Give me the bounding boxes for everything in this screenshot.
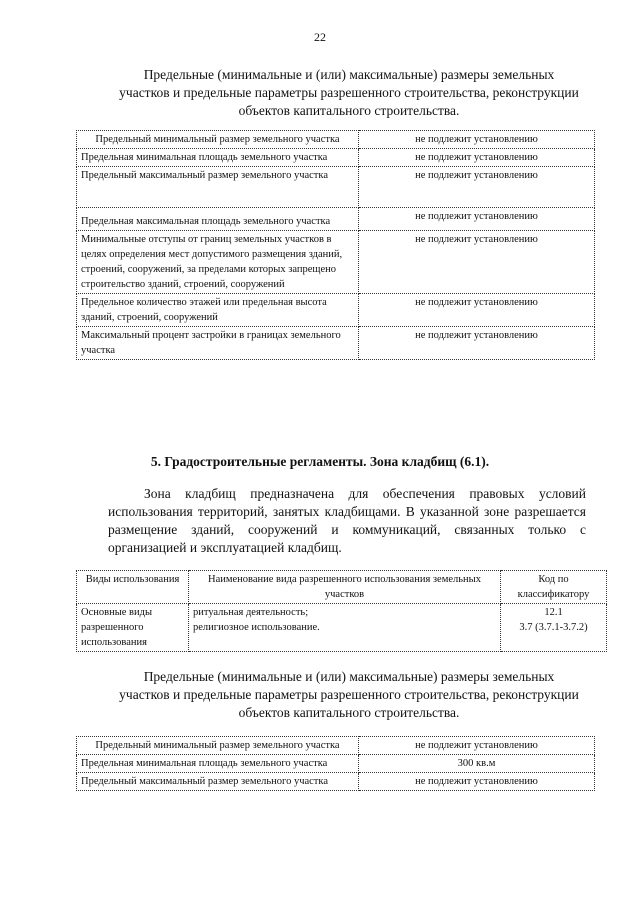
use-code: 12.1 [544,607,563,618]
heading-line: объектов капитального строительства. [238,103,460,118]
column-header: Наименование вида разрешенного использования земельных участков [189,571,501,604]
column-header: Код по классификатору [501,571,607,604]
table-row [77,773,595,791]
table-row [77,231,595,294]
param-value: не подлежит установлению [359,231,595,294]
use-names [189,604,501,652]
param-value: не подлежит установлению [359,208,595,231]
heading-line: участков и предельные параметры разрешенного строительства, реконструкции [119,85,579,100]
heading-line: Предельные (минимальные и (или) максимальные) размеры земельных [143,67,555,82]
param-name: Максимальный процент застройки в границах земельного участка [77,327,359,360]
param-name: Предельная минимальная площадь земельного участка [77,755,359,773]
param-name: Предельный минимальный размер земельного участка [77,131,359,149]
param-value: не подлежит установлению [359,294,595,327]
param-value: не подлежит установлению [359,131,595,149]
param-value: не подлежит установлению [359,149,595,167]
table-row [77,327,595,360]
zone-description: Зона кладбищ предназначена для обеспечения правовых условий использования территорий, занятых кладбищами. В указанной зоне разрешается размещение зданий, сооружений и коммуникаций, связанных только с организацией и эксплуатацией кладбищ. [108,486,586,555]
use-name: религиозное использование. [193,622,320,633]
use-name: ритуальная деятельность; [193,607,309,618]
table-row [77,149,595,167]
table-header-row [77,571,607,604]
column-header: Виды использования [77,571,189,604]
table-row [77,131,595,149]
param-name: Предельная максимальная площадь земельного участка [77,208,359,231]
heading-line: Предельные (минимальные и (или) максимальные) размеры земельных [143,669,555,684]
param-name: Минимальные отступы от границ земельных участков в целях определения мест допустимого размещения зданий, строений, сооружений, за пределами которых запрещено строительство зданий, строений, сооружений [77,231,359,294]
table-row [77,294,595,327]
param-value: не подлежит установлению [359,167,595,208]
table-row [77,208,595,231]
param-name: Предельный максимальный размер земельного участка [77,773,359,791]
param-name: Предельное количество этажей или предельная высота зданий, строений, сооружений [77,294,359,327]
table-row [77,604,607,652]
table-row [77,167,595,208]
param-name: Предельный минимальный размер земельного участка [77,737,359,755]
table-row [77,737,595,755]
table-row [77,755,595,773]
use-code: 3.7 (3.7.1-3.7.2) [519,622,588,633]
limits-table-2 [76,736,595,791]
heading-line: объектов капитального строительства. [238,705,460,720]
limits-heading-1 [108,66,590,120]
param-value: не подлежит установлению [359,737,595,755]
limits-heading-2 [108,668,590,722]
limits-table-1 [76,130,595,360]
param-value: не подлежит установлению [359,773,595,791]
param-value: не подлежит установлению [359,327,595,360]
param-name: Предельный максимальный размер земельного участка [77,167,359,208]
param-name: Предельная минимальная площадь земельного участка [77,149,359,167]
param-value: 300 кв.м [359,755,595,773]
section-title: 5. Градостроительные регламенты. Зона кладбищ (6.1). [150,454,490,469]
uses-table [76,570,607,652]
use-codes [501,604,607,652]
heading-line: участков и предельные параметры разрешенного строительства, реконструкции [119,687,579,702]
use-kind: Основные виды разрешенного использования [77,604,189,652]
page-number: 22 [314,30,326,44]
